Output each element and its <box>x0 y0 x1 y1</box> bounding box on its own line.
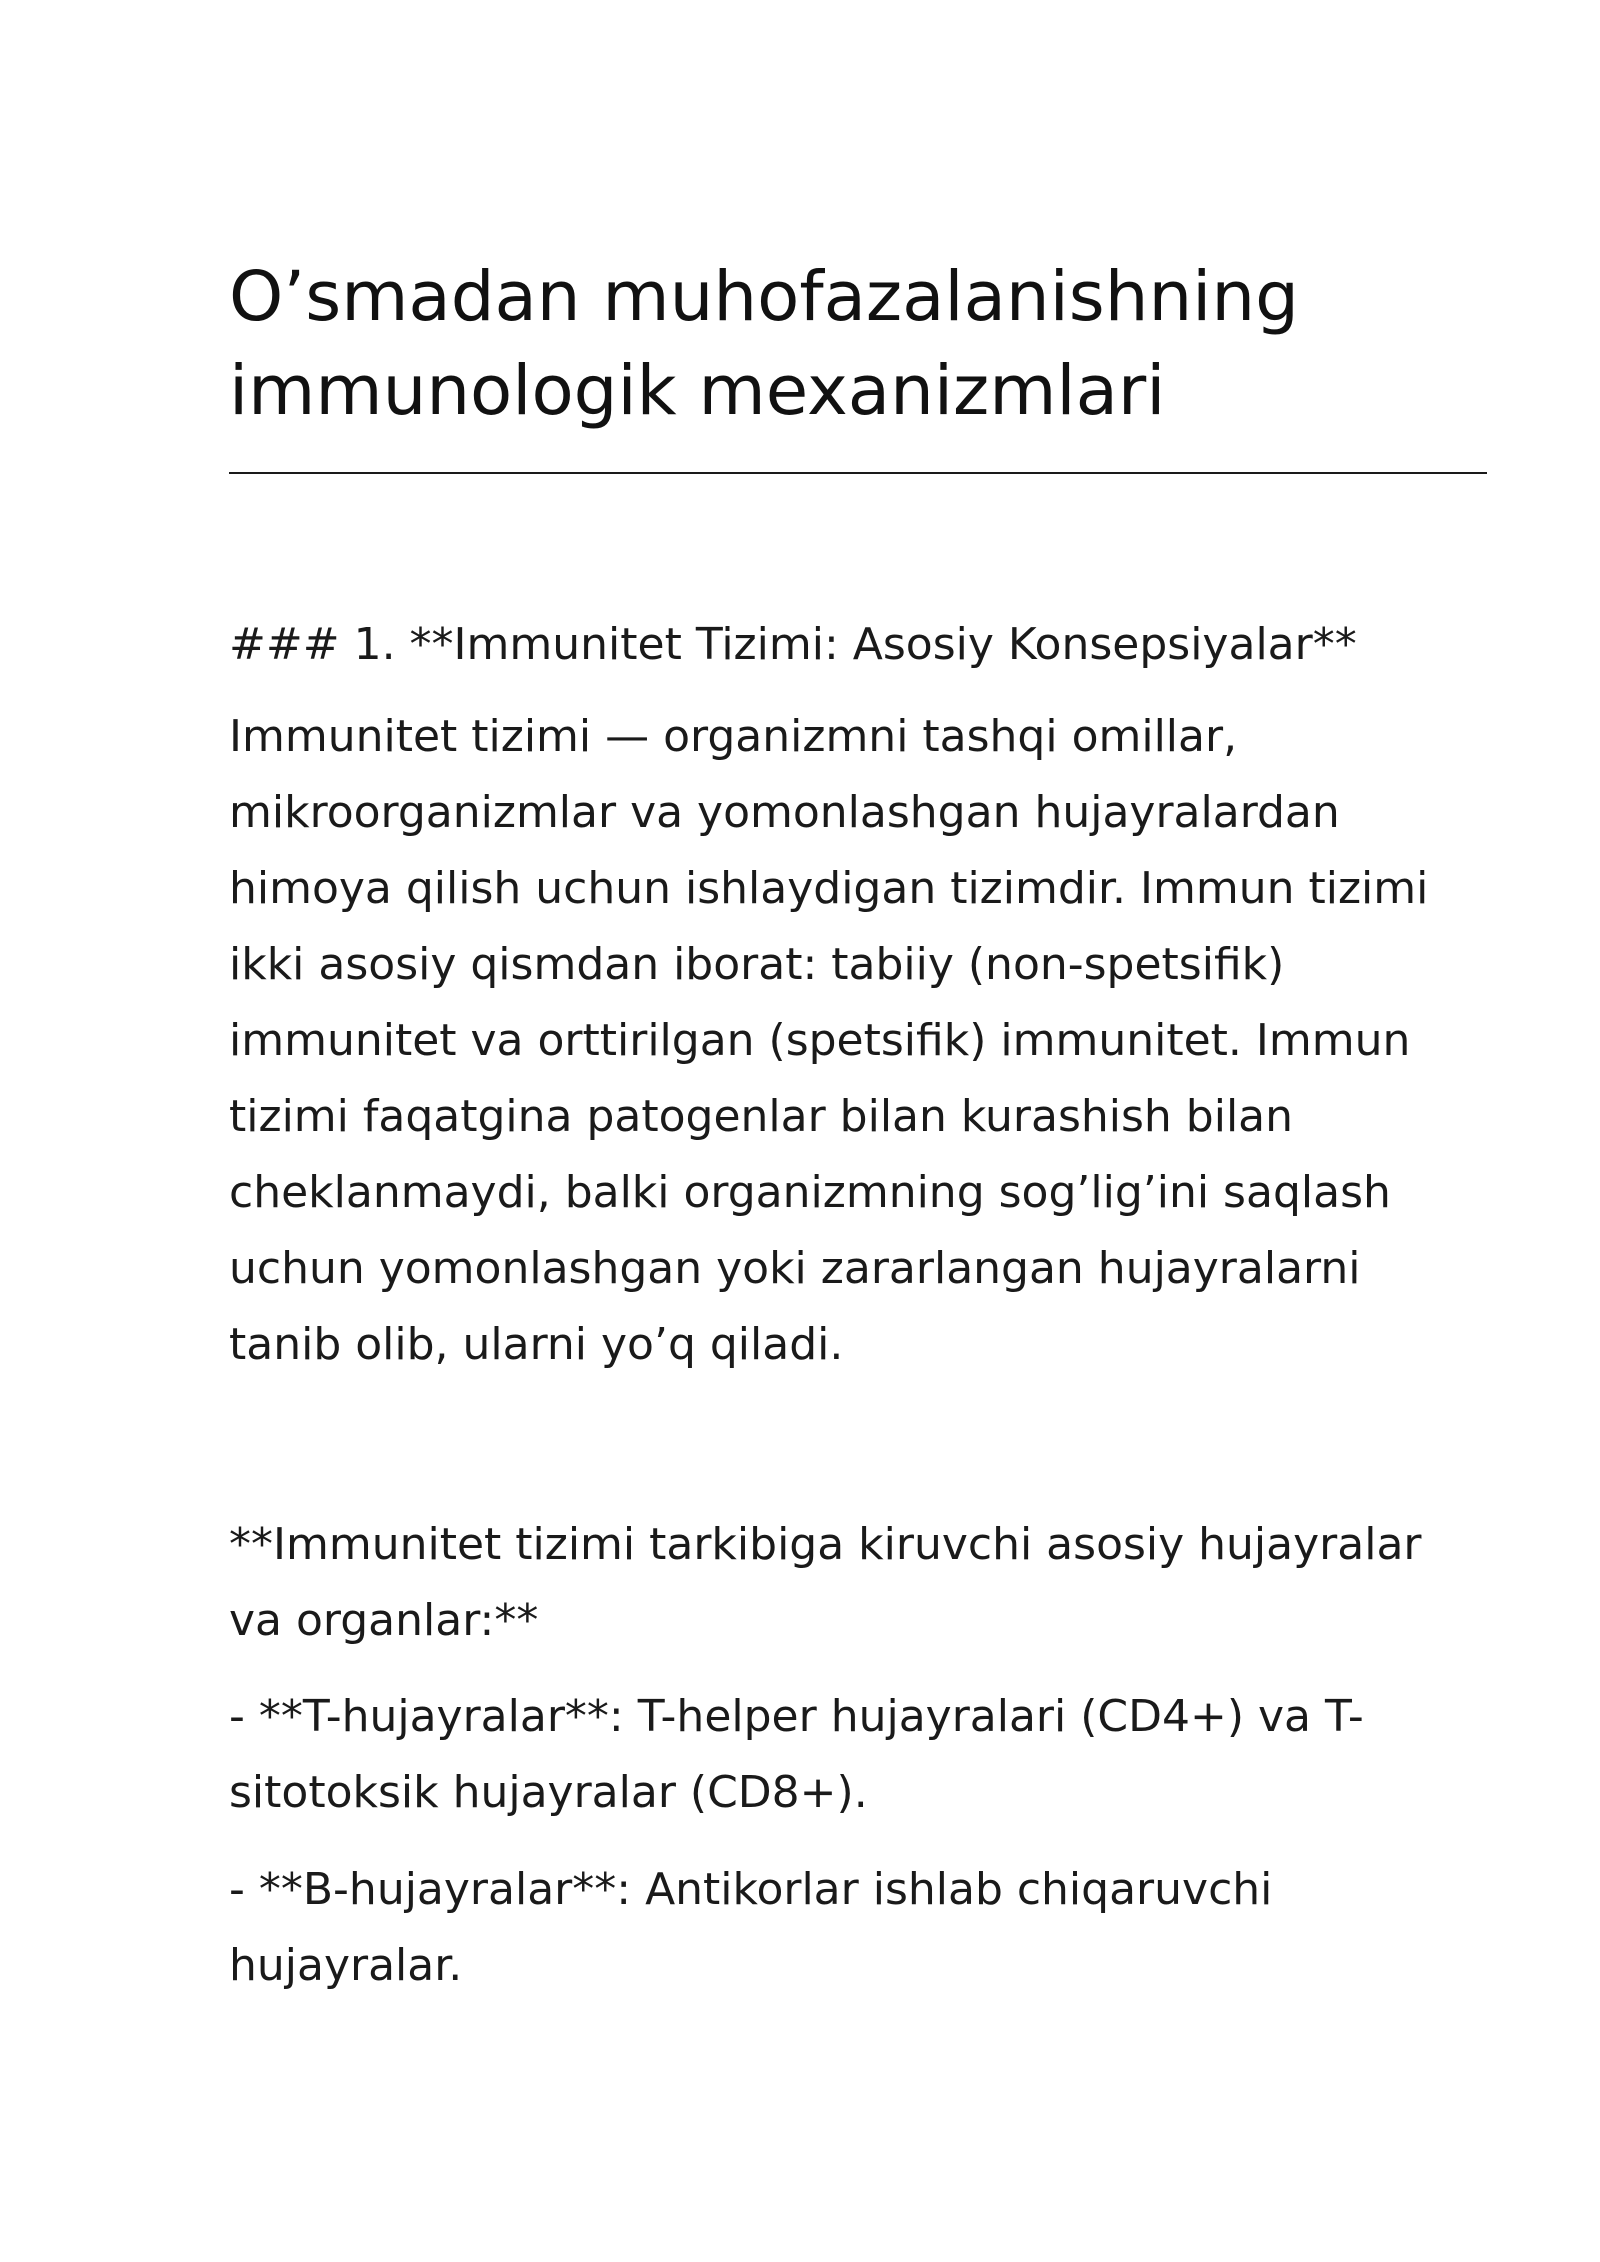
title-line: O’smadan muhofazalanishning <box>229 257 1299 337</box>
paragraph-line: cheklanmaydi, balki organizmning sog’lig’ini saqlash <box>229 1167 1391 1218</box>
paragraph-main <box>229 699 1487 1383</box>
list-item-line: sitotoksik hujayralar (CD8+). <box>229 1767 868 1818</box>
title-underline-divider <box>229 472 1487 474</box>
subheading-line: va organlar:** <box>229 1595 539 1646</box>
subheading-paragraph <box>229 1507 1487 1659</box>
list-item-line: hujayralar. <box>229 1940 463 1991</box>
paragraph-line: ikki asosiy qismdan iborat: tabiiy (non-spetsifik) <box>229 939 1285 990</box>
list-item-line: - **T-hujayralar**: T-helper hujayralari (CD4+) va T- <box>229 1691 1364 1742</box>
page-title <box>229 250 1487 438</box>
paragraph-line: mikroorganizmlar va yomonlashgan hujayralardan <box>229 787 1340 838</box>
paragraph-line: immunitet va orttirilgan (spetsifik) immunitet. Immun <box>229 1015 1411 1066</box>
list-item-line: - **B-hujayralar**: Antikorlar ishlab chiqaruvchi <box>229 1864 1273 1915</box>
paragraph-line: himoya qilish uchun ishlaydigan tizimdir. Immun tizimi <box>229 863 1429 914</box>
title-line: immunologik mexanizmlari <box>229 351 1166 431</box>
paragraph-line: tanib olib, ularni yo’q qiladi. <box>229 1319 844 1370</box>
subheading-line: **Immunitet tizimi tarkibiga kiruvchi asosiy hujayralar <box>229 1519 1422 1570</box>
list-item-b-cells <box>229 1852 1487 2004</box>
list-item-t-cells <box>229 1679 1487 1831</box>
paragraph-line: tizimi faqatgina patogenlar bilan kurashish bilan <box>229 1091 1294 1142</box>
paragraph-line: uchun yomonlashgan yoki zararlangan hujayralarni <box>229 1243 1361 1294</box>
document-title-block <box>229 250 1487 438</box>
section-heading: ### 1. **Immunitet Tizimi: Asosiy Konsepsiyalar** <box>229 619 1357 670</box>
paragraph-line: Immunitet tizimi — organizmni tashqi omillar, <box>229 711 1238 762</box>
